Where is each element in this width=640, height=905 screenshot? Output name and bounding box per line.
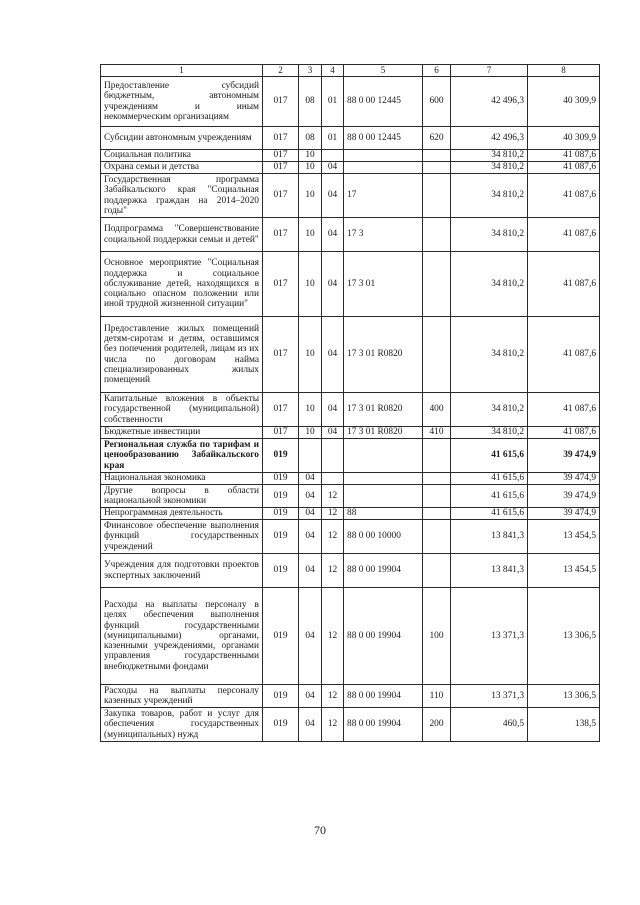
target-article [344, 473, 423, 485]
expense-type [423, 554, 451, 588]
amount-2019: 34 810,2 [451, 393, 528, 427]
amount-2019: 41 615,6 [451, 508, 528, 520]
target-article: 17 [344, 174, 423, 218]
header-row [101, 65, 600, 77]
amount-2020: 41 087,6 [528, 393, 600, 427]
row-name: Национальная экономика [101, 473, 263, 485]
header-cell-2020: 8 [528, 65, 600, 77]
subsection-code: 04 [322, 218, 344, 252]
amount-2020: 39 474,9 [528, 439, 600, 473]
expense-type: 110 [423, 685, 451, 708]
ved-code: 017 [263, 427, 299, 439]
table-row [101, 427, 600, 439]
ved-code: 017 [263, 393, 299, 427]
section-code: 04 [299, 485, 322, 508]
target-article [344, 150, 423, 162]
subsection-code: 04 [322, 427, 344, 439]
expense-type: 410 [423, 427, 451, 439]
expense-type [423, 508, 451, 520]
expense-type [423, 317, 451, 393]
row-name: Охрана семьи и детства [101, 162, 263, 174]
amount-2020: 39 474,9 [528, 473, 600, 485]
row-name: Капитальные вложения в объекты государственной (муниципальной) собственности [101, 393, 263, 427]
amount-2019: 13 371,3 [451, 685, 528, 708]
subsection-code: 04 [322, 317, 344, 393]
target-article: 17 3 01 R0820 [344, 427, 423, 439]
ved-code: 017 [263, 127, 299, 150]
subsection-code: 04 [322, 393, 344, 427]
section-code: 04 [299, 508, 322, 520]
row-name: Учреждения для подготовки проектов экспертных заключений [101, 554, 263, 588]
amount-2020: 41 087,6 [528, 162, 600, 174]
section-code: 10 [299, 218, 322, 252]
row-name: Финансовое обеспечение выполнения функций государственных учреждений [101, 520, 263, 554]
expense-type: 100 [423, 588, 451, 685]
amount-2020: 13 306,5 [528, 588, 600, 685]
budget-table [100, 64, 600, 742]
expense-type [423, 439, 451, 473]
subsection-code: 04 [322, 162, 344, 174]
subsection-code: 12 [322, 508, 344, 520]
row-name: Государственная программа Забайкальского края "Социальная поддержка граждан на 2014–2020 годы" [101, 174, 263, 218]
target-article: 17 3 [344, 218, 423, 252]
ved-code: 019 [263, 554, 299, 588]
table-row [101, 317, 600, 393]
amount-2019: 34 810,2 [451, 317, 528, 393]
table-row [101, 588, 600, 685]
ved-code: 019 [263, 708, 299, 742]
amount-2020: 41 087,6 [528, 174, 600, 218]
ved-code: 019 [263, 685, 299, 708]
target-article: 17 3 01 R0820 [344, 317, 423, 393]
section-code: 08 [299, 77, 322, 127]
amount-2019: 13 841,3 [451, 520, 528, 554]
table-row [101, 554, 600, 588]
ved-code: 017 [263, 252, 299, 317]
table-row [101, 708, 600, 742]
target-article: 88 0 00 19904 [344, 708, 423, 742]
subsection-code [322, 150, 344, 162]
subsection-code [322, 439, 344, 473]
amount-2020: 13 454,5 [528, 554, 600, 588]
table-row [101, 508, 600, 520]
ved-code: 017 [263, 218, 299, 252]
ved-code: 017 [263, 77, 299, 127]
ved-code: 017 [263, 174, 299, 218]
page-number: 70 [314, 823, 326, 837]
section-code: 08 [299, 127, 322, 150]
section-code: 10 [299, 317, 322, 393]
subsection-code: 12 [322, 685, 344, 708]
expense-type [423, 252, 451, 317]
row-name: Предоставление жилых помещений детям-сиротам и детям, оставшимся без попечения родителей, лицам из их числа по договорам найма специализированных жилых помещений [101, 317, 263, 393]
amount-2019: 34 810,2 [451, 252, 528, 317]
subsection-code [322, 473, 344, 485]
table-row [101, 439, 600, 473]
amount-2019: 41 615,6 [451, 473, 528, 485]
target-article: 88 0 00 12445 [344, 77, 423, 127]
row-name: Бюджетные инвестиции [101, 427, 263, 439]
amount-2019: 42 496,3 [451, 77, 528, 127]
amount-2019: 460,5 [451, 708, 528, 742]
header-cell-2019: 7 [451, 65, 528, 77]
amount-2019: 41 615,6 [451, 485, 528, 508]
expense-type: 620 [423, 127, 451, 150]
row-name: Закупка товаров, работ и услуг для обеспечения государственных (муниципальных) нужд [101, 708, 263, 742]
section-code: 04 [299, 473, 322, 485]
table-row [101, 218, 600, 252]
section-code: 04 [299, 685, 322, 708]
amount-2020: 13 454,5 [528, 520, 600, 554]
target-article: 17 3 01 R0820 [344, 393, 423, 427]
subsection-code: 12 [322, 588, 344, 685]
section-code: 10 [299, 174, 322, 218]
amount-2020: 138,5 [528, 708, 600, 742]
table-row [101, 77, 600, 127]
header-cell-pr: 4 [322, 65, 344, 77]
table-row [101, 150, 600, 162]
amount-2020: 41 087,6 [528, 252, 600, 317]
header-cell-vr: 6 [423, 65, 451, 77]
target-article: 17 3 01 [344, 252, 423, 317]
table-row [101, 174, 600, 218]
amount-2020: 39 474,9 [528, 485, 600, 508]
amount-2019: 34 810,2 [451, 162, 528, 174]
amount-2020: 41 087,6 [528, 150, 600, 162]
target-article: 88 [344, 508, 423, 520]
amount-2020: 39 474,9 [528, 508, 600, 520]
table-row [101, 252, 600, 317]
expense-type [423, 174, 451, 218]
amount-2020: 41 087,6 [528, 218, 600, 252]
section-code: 10 [299, 393, 322, 427]
amount-2020: 41 087,6 [528, 427, 600, 439]
expense-type [423, 485, 451, 508]
amount-2019: 34 810,2 [451, 218, 528, 252]
header-cell-ved: 2 [263, 65, 299, 77]
row-name: Другие вопросы в области национальной экономики [101, 485, 263, 508]
target-article: 88 0 00 10000 [344, 520, 423, 554]
row-name: Расходы на выплаты персоналу казенных учреждений [101, 685, 263, 708]
target-article [344, 162, 423, 174]
section-code [299, 439, 322, 473]
section-code: 10 [299, 427, 322, 439]
target-article: 88 0 00 19904 [344, 554, 423, 588]
ved-code: 017 [263, 317, 299, 393]
header-cell-name: 1 [101, 65, 263, 77]
ved-code: 019 [263, 439, 299, 473]
amount-2020: 40 309,9 [528, 127, 600, 150]
amount-2019: 41 615,6 [451, 439, 528, 473]
ved-code: 019 [263, 473, 299, 485]
amount-2019: 13 371,3 [451, 588, 528, 685]
table-row [101, 393, 600, 427]
expense-type [423, 520, 451, 554]
row-name: Основное мероприятие "Социальная поддержка и социальное обслуживание детей, находящихся в социально опасном положении или иной трудной жизненной ситуации" [101, 252, 263, 317]
amount-2019: 34 810,2 [451, 174, 528, 218]
amount-2020: 13 306,5 [528, 685, 600, 708]
amount-2019: 13 841,3 [451, 554, 528, 588]
target-article: 88 0 00 12445 [344, 127, 423, 150]
amount-2019: 34 810,2 [451, 427, 528, 439]
target-article [344, 485, 423, 508]
row-name: Социальная политика [101, 150, 263, 162]
target-article: 88 0 00 19904 [344, 588, 423, 685]
section-code: 04 [299, 554, 322, 588]
row-name: Субсидии автономным учреждениям [101, 127, 263, 150]
target-article [344, 439, 423, 473]
table-row [101, 685, 600, 708]
amount-2020: 40 309,9 [528, 77, 600, 127]
expense-type [423, 218, 451, 252]
ved-code: 019 [263, 508, 299, 520]
amount-2019: 42 496,3 [451, 127, 528, 150]
expense-type: 400 [423, 393, 451, 427]
row-name: Предоставление субсидий бюджетным, автономным учреждениям и иным некоммерческим организациям [101, 77, 263, 127]
ved-code: 017 [263, 150, 299, 162]
header-cell-rz: 3 [299, 65, 322, 77]
section-code: 04 [299, 588, 322, 685]
subsection-code: 12 [322, 554, 344, 588]
expense-type: 200 [423, 708, 451, 742]
table-row [101, 520, 600, 554]
expense-type [423, 162, 451, 174]
amount-2020: 41 087,6 [528, 317, 600, 393]
subsection-code: 12 [322, 708, 344, 742]
expense-type: 600 [423, 77, 451, 127]
amount-2019: 34 810,2 [451, 150, 528, 162]
subsection-code: 12 [322, 520, 344, 554]
row-name: Непрограммная деятельность [101, 508, 263, 520]
table-row [101, 162, 600, 174]
section-code: 10 [299, 150, 322, 162]
section-code: 04 [299, 708, 322, 742]
ved-code: 019 [263, 520, 299, 554]
row-name: Расходы на выплаты персоналу в целях обеспечения выполнения функций государственными (муниципальными) органами, казенными учреждениями, органами управления государственными внебюджетными фондами [101, 588, 263, 685]
subsection-code: 04 [322, 252, 344, 317]
table-row [101, 127, 600, 150]
ved-code: 019 [263, 485, 299, 508]
table-row [101, 473, 600, 485]
section-code: 04 [299, 520, 322, 554]
ved-code: 017 [263, 162, 299, 174]
expense-type [423, 150, 451, 162]
row-name: Региональная служба по тарифам и ценообразованию Забайкальского края [101, 439, 263, 473]
target-article: 88 0 00 19904 [344, 685, 423, 708]
header-cell-cs: 5 [344, 65, 423, 77]
row-name: Подпрограмма "Совершенствование социальной поддержки семьи и детей" [101, 218, 263, 252]
subsection-code: 04 [322, 174, 344, 218]
subsection-code: 01 [322, 77, 344, 127]
subsection-code: 12 [322, 485, 344, 508]
section-code: 10 [299, 252, 322, 317]
section-code: 10 [299, 162, 322, 174]
expense-type [423, 473, 451, 485]
table-row [101, 485, 600, 508]
subsection-code: 01 [322, 127, 344, 150]
ved-code: 019 [263, 588, 299, 685]
